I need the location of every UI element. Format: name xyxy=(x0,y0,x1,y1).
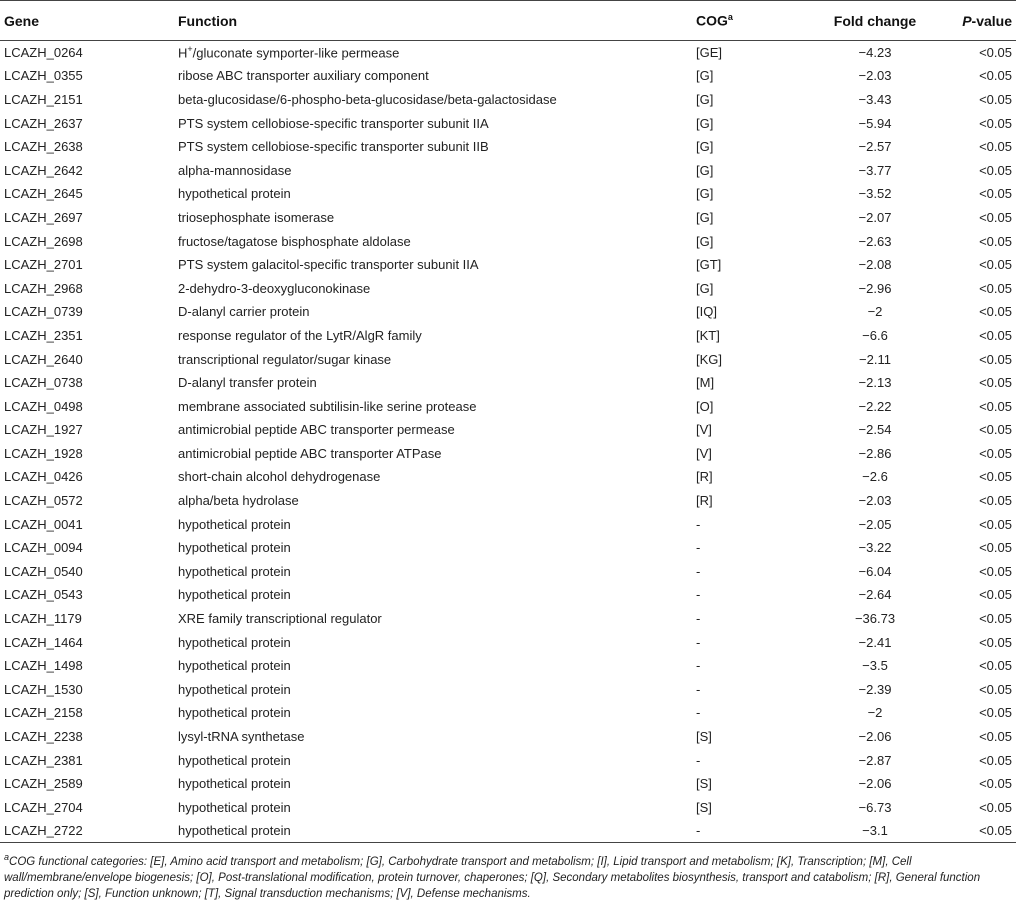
cell-fold-change: −2.22 xyxy=(858,398,892,414)
cell-function: response regulator of the LytR/AlgR family xyxy=(178,327,422,343)
cell-fold-change: −2.08 xyxy=(858,257,892,273)
cell-function: hypothetical protein xyxy=(178,776,291,792)
cell-cog: [G] xyxy=(696,233,714,249)
header-fold-change: Fold change xyxy=(796,1,954,41)
cell-function: hypothetical protein xyxy=(178,658,291,674)
cell-gene: LCAZH_2158 xyxy=(4,705,83,721)
cell-function: hypothetical protein xyxy=(178,516,291,532)
cell-cog: [R] xyxy=(696,493,713,509)
table-row xyxy=(0,324,1016,348)
cell-p-value: <0.05 xyxy=(979,186,1012,202)
cell-gene: LCAZH_2381 xyxy=(4,752,83,768)
table-row xyxy=(0,135,1016,159)
cell-p-value: <0.05 xyxy=(979,516,1012,532)
cell-p-value: <0.05 xyxy=(979,729,1012,745)
header-function: Function xyxy=(174,1,692,41)
cell-function: 2-dehydro-3-deoxygluconokinase xyxy=(178,280,371,296)
cell-gene: LCAZH_2645 xyxy=(4,186,83,202)
cell-cog: [S] xyxy=(696,799,712,815)
table-body xyxy=(0,41,1016,843)
cell-fold-change: −36.73 xyxy=(854,611,896,627)
cell-p-value: <0.05 xyxy=(979,540,1012,556)
cell-fold-change: −2.03 xyxy=(858,493,892,509)
cell-p-value: <0.05 xyxy=(979,493,1012,509)
cell-gene: LCAZH_1464 xyxy=(4,634,83,650)
cell-gene: LCAZH_2637 xyxy=(4,115,83,131)
cell-function: lysyl-tRNA synthetase xyxy=(178,729,305,745)
cell-cog: [G] xyxy=(696,186,714,202)
table-row xyxy=(0,512,1016,536)
cell-p-value: <0.05 xyxy=(979,587,1012,603)
cell-gene: LCAZH_2638 xyxy=(4,139,83,155)
cell-fold-change: −3.1 xyxy=(796,819,954,843)
cell-cog: - xyxy=(696,634,701,650)
cell-function: triosephosphate isomerase xyxy=(178,209,335,225)
cell-function: D-alanyl carrier protein xyxy=(178,304,310,320)
cell-gene: LCAZH_0355 xyxy=(4,68,83,84)
cell-fold-change: −2 xyxy=(867,705,883,721)
cell-p-value: <0.05 xyxy=(979,68,1012,84)
cell-gene: LCAZH_2704 xyxy=(4,799,83,815)
cell-function: hypothetical protein xyxy=(178,705,291,721)
cell-function: alpha-mannosidase xyxy=(178,162,292,178)
cell-p-value: <0.05 xyxy=(979,776,1012,792)
cell-fold-change: −2.96 xyxy=(858,280,892,296)
cell-gene: LCAZH_2640 xyxy=(4,351,83,367)
cell-fold-change: −3.5 xyxy=(862,658,888,674)
cell-cog: - xyxy=(696,705,701,721)
table-row xyxy=(0,347,1016,371)
table-row xyxy=(0,41,1016,65)
cell-function: PTS system cellobiose-specific transporter subunit IIA xyxy=(178,115,489,131)
cell-cog: [IQ] xyxy=(696,304,717,320)
header-p-rest: -value xyxy=(971,12,1012,29)
cell-gene: LCAZH_0264 xyxy=(4,45,83,61)
cell-cog: [O] xyxy=(696,398,714,414)
cell-gene: LCAZH_2238 xyxy=(4,729,83,745)
cell-fold-change: −3.77 xyxy=(858,162,892,178)
cell-fold-change: −6.04 xyxy=(858,563,892,579)
cell-p-value: <0.05 xyxy=(979,445,1012,461)
cell-gene: LCAZH_0094 xyxy=(4,540,83,556)
header-gene: Gene xyxy=(0,1,174,41)
cell-cog: - xyxy=(696,516,701,532)
cell-p-value: <0.05 xyxy=(979,398,1012,414)
cell-gene: LCAZH_1179 xyxy=(4,611,82,627)
cell-fold-change: −3.22 xyxy=(858,540,892,556)
cell-function: hypothetical protein xyxy=(174,819,692,843)
cell-cog: [GT] xyxy=(696,257,722,273)
cell-fold-change: −2.64 xyxy=(858,587,892,603)
table-row xyxy=(0,465,1016,489)
table-row xyxy=(0,229,1016,253)
cell-gene: LCAZH_2698 xyxy=(4,233,83,249)
table-row xyxy=(0,489,1016,513)
cell-p-value: <0.05 xyxy=(979,681,1012,697)
cell-p-value: <0.05 xyxy=(979,422,1012,438)
cell-function xyxy=(174,41,692,65)
table-row xyxy=(0,630,1016,654)
cell-function: hypothetical protein xyxy=(178,587,291,603)
cell-fold-change: −2.54 xyxy=(858,422,892,438)
table-row xyxy=(0,276,1016,300)
cell-cog: - xyxy=(696,681,701,697)
cell-cog: [V] xyxy=(696,422,712,438)
header-cog-footnote-mark: a xyxy=(727,12,733,23)
cell-cog: - xyxy=(692,819,796,843)
cell-function: hypothetical protein xyxy=(178,799,291,815)
function-prefix: H xyxy=(178,45,188,61)
cell-fold-change: −2.87 xyxy=(858,752,892,768)
cell-p-value: <0.05 xyxy=(979,752,1012,768)
cell-fold-change: −2.11 xyxy=(859,351,891,367)
cell-gene: LCAZH_1928 xyxy=(4,445,83,461)
cell-function: hypothetical protein xyxy=(178,681,291,697)
header-cog-label: COG xyxy=(696,12,728,29)
cell-p-value: <0.05 xyxy=(979,209,1012,225)
cell-function: hypothetical protein xyxy=(178,186,291,202)
cell-cog: [G] xyxy=(696,91,714,107)
cell-p-value: <0.05 xyxy=(979,799,1012,815)
table-row xyxy=(0,88,1016,112)
cell-gene: LCAZH_2968 xyxy=(4,280,83,296)
cell-cog: [R] xyxy=(696,469,713,485)
cell-cog: [KT] xyxy=(696,327,720,343)
cell-function: PTS system cellobiose-specific transporter subunit IIB xyxy=(178,139,489,155)
cell-fold-change: −4.23 xyxy=(858,45,892,61)
cell-gene: LCAZH_1498 xyxy=(4,658,83,674)
cell-function: PTS system galacitol-specific transporter subunit IIA xyxy=(178,257,479,273)
cell-cog: [G] xyxy=(696,162,714,178)
cell-gene: LCAZH_0738 xyxy=(4,375,83,391)
cell-fold-change: −3.52 xyxy=(858,186,892,202)
cell-function: hypothetical protein xyxy=(178,752,291,768)
cell-p-value: <0.05 xyxy=(979,280,1012,296)
table-row xyxy=(0,560,1016,584)
cell-p-value: <0.05 xyxy=(979,327,1012,343)
cell-cog: - xyxy=(696,563,701,579)
cell-fold-change: −2.03 xyxy=(858,68,892,84)
cell-function: XRE family transcriptional regulator xyxy=(178,611,382,627)
table-row xyxy=(0,796,1016,820)
table-row xyxy=(0,158,1016,182)
cell-fold-change: −2.63 xyxy=(858,233,892,249)
table-row xyxy=(0,536,1016,560)
header-cog xyxy=(692,1,796,41)
cell-fold-change: −2.41 xyxy=(858,634,892,650)
cell-fold-change: −2.06 xyxy=(858,729,892,745)
cell-cog: [M] xyxy=(696,375,715,391)
cell-p-value: <0.05 xyxy=(979,469,1012,485)
cell-function: transcriptional regulator/sugar kinase xyxy=(178,351,392,367)
cell-function: antimicrobial peptide ABC transporter ATPase xyxy=(178,445,442,461)
cell-p-value: <0.05 xyxy=(979,351,1012,367)
cell-p-value: <0.05 xyxy=(979,611,1012,627)
cell-cog: [GE] xyxy=(696,45,723,61)
cell-gene: LCAZH_2722 xyxy=(0,819,174,843)
cell-fold-change: −2.6 xyxy=(862,469,888,485)
cell-gene: LCAZH_0543 xyxy=(4,587,83,603)
cell-function: alpha/beta hydrolase xyxy=(178,493,299,509)
table-row xyxy=(0,442,1016,466)
table-row xyxy=(0,418,1016,442)
cell-p-value: <0.05 xyxy=(979,658,1012,674)
cell-gene: LCAZH_0572 xyxy=(4,493,83,509)
cell-function: fructose/tagatose bisphosphate aldolase xyxy=(178,233,411,249)
cell-gene: LCAZH_2589 xyxy=(4,776,83,792)
table-row xyxy=(0,819,1016,843)
table-row xyxy=(0,678,1016,702)
footnote-mark: a xyxy=(4,852,10,863)
table-footnote xyxy=(4,849,1012,902)
cell-cog: [G] xyxy=(696,209,714,225)
cell-gene: LCAZH_0540 xyxy=(4,563,83,579)
table-row xyxy=(0,253,1016,277)
cell-gene: LCAZH_2701 xyxy=(4,257,83,273)
cell-gene: LCAZH_0739 xyxy=(4,304,83,320)
cell-function: hypothetical protein xyxy=(178,634,291,650)
cell-gene: LCAZH_2697 xyxy=(4,209,83,225)
cell-fold-change: −2.13 xyxy=(858,375,892,391)
table-row xyxy=(0,607,1016,631)
cell-p-value: <0.05 xyxy=(979,91,1012,107)
table-row xyxy=(0,725,1016,749)
cell-p-value: <0.05 xyxy=(979,115,1012,131)
cell-cog: [V] xyxy=(696,445,712,461)
table-row xyxy=(0,206,1016,230)
cell-fold-change: −2.57 xyxy=(858,139,892,155)
cell-function: hypothetical protein xyxy=(178,540,291,556)
cell-cog: - xyxy=(696,540,701,556)
cell-gene: LCAZH_2642 xyxy=(4,162,83,178)
cell-fold-change: −2.05 xyxy=(858,516,892,532)
table-row xyxy=(0,182,1016,206)
cell-p-value: <0.05 xyxy=(979,563,1012,579)
cell-gene: LCAZH_1530 xyxy=(4,681,83,697)
cell-p-value: <0.05 xyxy=(979,257,1012,273)
cell-function: D-alanyl transfer protein xyxy=(178,375,317,391)
cell-cog: [G] xyxy=(696,68,714,84)
cell-fold-change: −3.43 xyxy=(858,91,892,107)
cell-fold-change: −6.73 xyxy=(858,799,892,815)
cell-fold-change: −6.6 xyxy=(862,327,888,343)
cell-p-value: <0.05 xyxy=(954,819,1016,843)
cell-p-value: <0.05 xyxy=(979,304,1012,320)
cell-gene: LCAZH_0041 xyxy=(4,516,83,532)
cell-cog: [G] xyxy=(696,115,714,131)
cell-p-value: <0.05 xyxy=(979,634,1012,650)
cell-cog: [S] xyxy=(696,729,712,745)
cell-function: membrane associated subtilisin-like serine protease xyxy=(178,398,477,414)
cell-cog: - xyxy=(696,611,701,627)
function-suffix: /gluconate symporter-like permease xyxy=(192,45,400,61)
cell-function: antimicrobial peptide ABC transporter permease xyxy=(178,422,455,438)
header-p-italic: P xyxy=(962,12,972,29)
cell-function: beta-glucosidase/6-phospho-beta-glucosidase/beta-galactosidase xyxy=(178,91,557,107)
function-superscript: + xyxy=(187,44,193,55)
cell-gene: LCAZH_2151 xyxy=(4,91,83,107)
cell-fold-change: −2.39 xyxy=(858,681,892,697)
cell-gene: LCAZH_2351 xyxy=(4,327,83,343)
table-row xyxy=(0,748,1016,772)
cell-cog: - xyxy=(696,752,701,768)
header-row xyxy=(0,1,1016,41)
cell-p-value: <0.05 xyxy=(979,705,1012,721)
cell-fold-change: −2.06 xyxy=(858,776,892,792)
cell-gene: LCAZH_0426 xyxy=(4,469,83,485)
cell-function: hypothetical protein xyxy=(178,563,291,579)
header-p-value xyxy=(954,1,1016,41)
table-row xyxy=(0,772,1016,796)
cell-function: short-chain alcohol dehydrogenase xyxy=(178,469,381,485)
table-row xyxy=(0,701,1016,725)
cell-cog: - xyxy=(696,587,701,603)
table-row xyxy=(0,300,1016,324)
cell-gene: LCAZH_0498 xyxy=(4,398,83,414)
cell-cog: [G] xyxy=(696,139,714,155)
cell-p-value: <0.05 xyxy=(979,375,1012,391)
cell-cog: [G] xyxy=(696,280,714,296)
cell-cog: - xyxy=(696,658,701,674)
cell-fold-change: −2.07 xyxy=(858,209,892,225)
footnote-text: COG functional categories: [E], Amino acid transport and metabolism; [G], Carbohydrate transport and metabolism; [I], Lipid transport and metabolism; [K], Transcription; [M], Cell wall/membrane/envelope biogenesis; [O], Post-translational modification, protein turnover, chaperones; [Q], Secondary metabolites biosynthesis, transport and catabolism; [R], General function prediction only; [S], Function unknown; [T], Signal transduction mechanisms; [V], Defense mechanisms. xyxy=(4,856,981,901)
cell-fold-change: −5.94 xyxy=(858,115,892,131)
cell-cog: [S] xyxy=(696,776,712,792)
cell-gene: LCAZH_1927 xyxy=(4,422,83,438)
table-row xyxy=(0,371,1016,395)
cell-p-value: <0.05 xyxy=(979,162,1012,178)
cell-fold-change: −2.86 xyxy=(858,445,892,461)
cell-function: ribose ABC transporter auxiliary component xyxy=(178,68,429,84)
cell-p-value: <0.05 xyxy=(979,233,1012,249)
table-row xyxy=(0,394,1016,418)
cell-p-value: <0.05 xyxy=(979,45,1012,61)
cell-p-value: <0.05 xyxy=(979,139,1012,155)
table-row xyxy=(0,64,1016,88)
table-row xyxy=(0,583,1016,607)
cell-fold-change: −2 xyxy=(867,304,883,320)
table-row xyxy=(0,111,1016,135)
cell-cog: [KG] xyxy=(696,351,723,367)
table-row xyxy=(0,654,1016,678)
